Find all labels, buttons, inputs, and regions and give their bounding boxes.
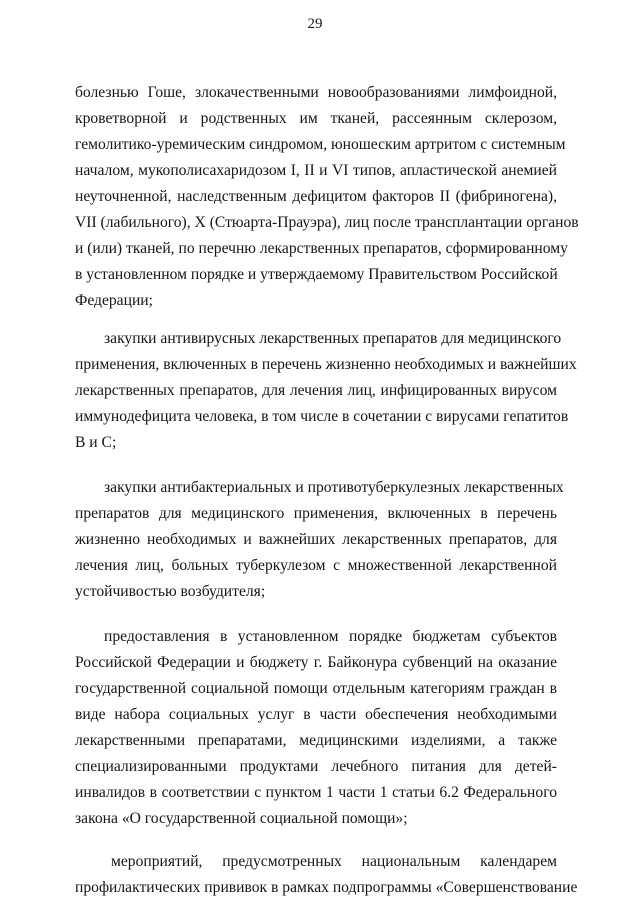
text-line: виде набора социальных услуг в части обеспечения необходимыми	[75, 706, 557, 723]
text-line: специализированными продуктами лечебного питания для детей-	[75, 758, 557, 775]
paragraph	[75, 80, 579, 314]
text-line: мероприятий, предусмотренных национальным календарем	[111, 853, 557, 870]
text-line: Федерации;	[75, 292, 153, 309]
text-line: и (или) тканей, по перечню лекарственных препаратов, сформированному	[75, 240, 568, 257]
paragraph	[75, 326, 577, 456]
text-line: применения, включенных в перечень жизненно необходимых и важнейших	[75, 356, 577, 373]
text-line: лекарственными препаратами, медицинскими изделиями, а также	[75, 732, 557, 749]
text-line: Российской Федерации и бюджету г. Байконура субвенций на оказание	[75, 654, 557, 671]
paragraph	[75, 624, 557, 832]
text-line: началом, мукополисахаридозом I, II и VI типов, апластической анемией	[75, 162, 557, 179]
text-line: кроветворной и родственных им тканей, рассеянным склерозом,	[75, 110, 557, 127]
paragraph	[75, 849, 578, 901]
text-line: государственной социальной помощи отдельным категориям граждан в	[75, 680, 557, 697]
text-line: в установленном порядке и утверждаемому Правительством Российской	[75, 266, 558, 283]
text-line: устойчивостью возбудителя;	[75, 583, 266, 600]
text-line: лекарственных препаратов, для лечения лиц, инфицированных вирусом	[75, 382, 557, 399]
text-line: иммунодефицита человека, в том числе в сочетании с вирусами гепатитов	[75, 408, 569, 425]
text-line: предоставления в установленном порядке бюджетам субъектов	[104, 628, 557, 645]
text-line: болезнью Гоше, злокачественными новообразованиями лимфоидной,	[75, 84, 557, 101]
text-line: жизненно необходимых и важнейших лекарственных препаратов, для	[75, 531, 557, 548]
page-number: 29	[307, 16, 323, 32]
text-line: гемолитико-уремическим синдромом, юношеским артритом с системным	[75, 136, 566, 153]
text-line: препаратов для медицинского применения, включенных в перечень	[75, 505, 557, 522]
text-line: лечения лиц, больных туберкулезом с множественной лекарственной	[75, 557, 557, 574]
paragraph	[75, 475, 564, 605]
text-line: неуточненной, наследственным дефицитом факторов II (фибриногена),	[75, 188, 557, 205]
text-line: B и C;	[75, 434, 117, 451]
text-line: закупки антибактериальных и противотуберкулезных лекарственных	[104, 479, 564, 496]
text-line: инвалидов в соответствии с пунктом 1 части 1 статьи 6.2 Федерального	[75, 784, 557, 801]
text-line: закупки антивирусных лекарственных препаратов для медицинского	[104, 330, 562, 347]
text-line: закона «О государственной социальной помощи»;	[75, 810, 408, 827]
text-line: VII (лабильного), X (Стюарта-Прауэра), лиц после трансплантации органов	[75, 214, 579, 231]
text-line: профилактических прививок в рамках подпрограммы «Совершенствование	[75, 879, 578, 896]
document-body	[75, 80, 579, 901]
